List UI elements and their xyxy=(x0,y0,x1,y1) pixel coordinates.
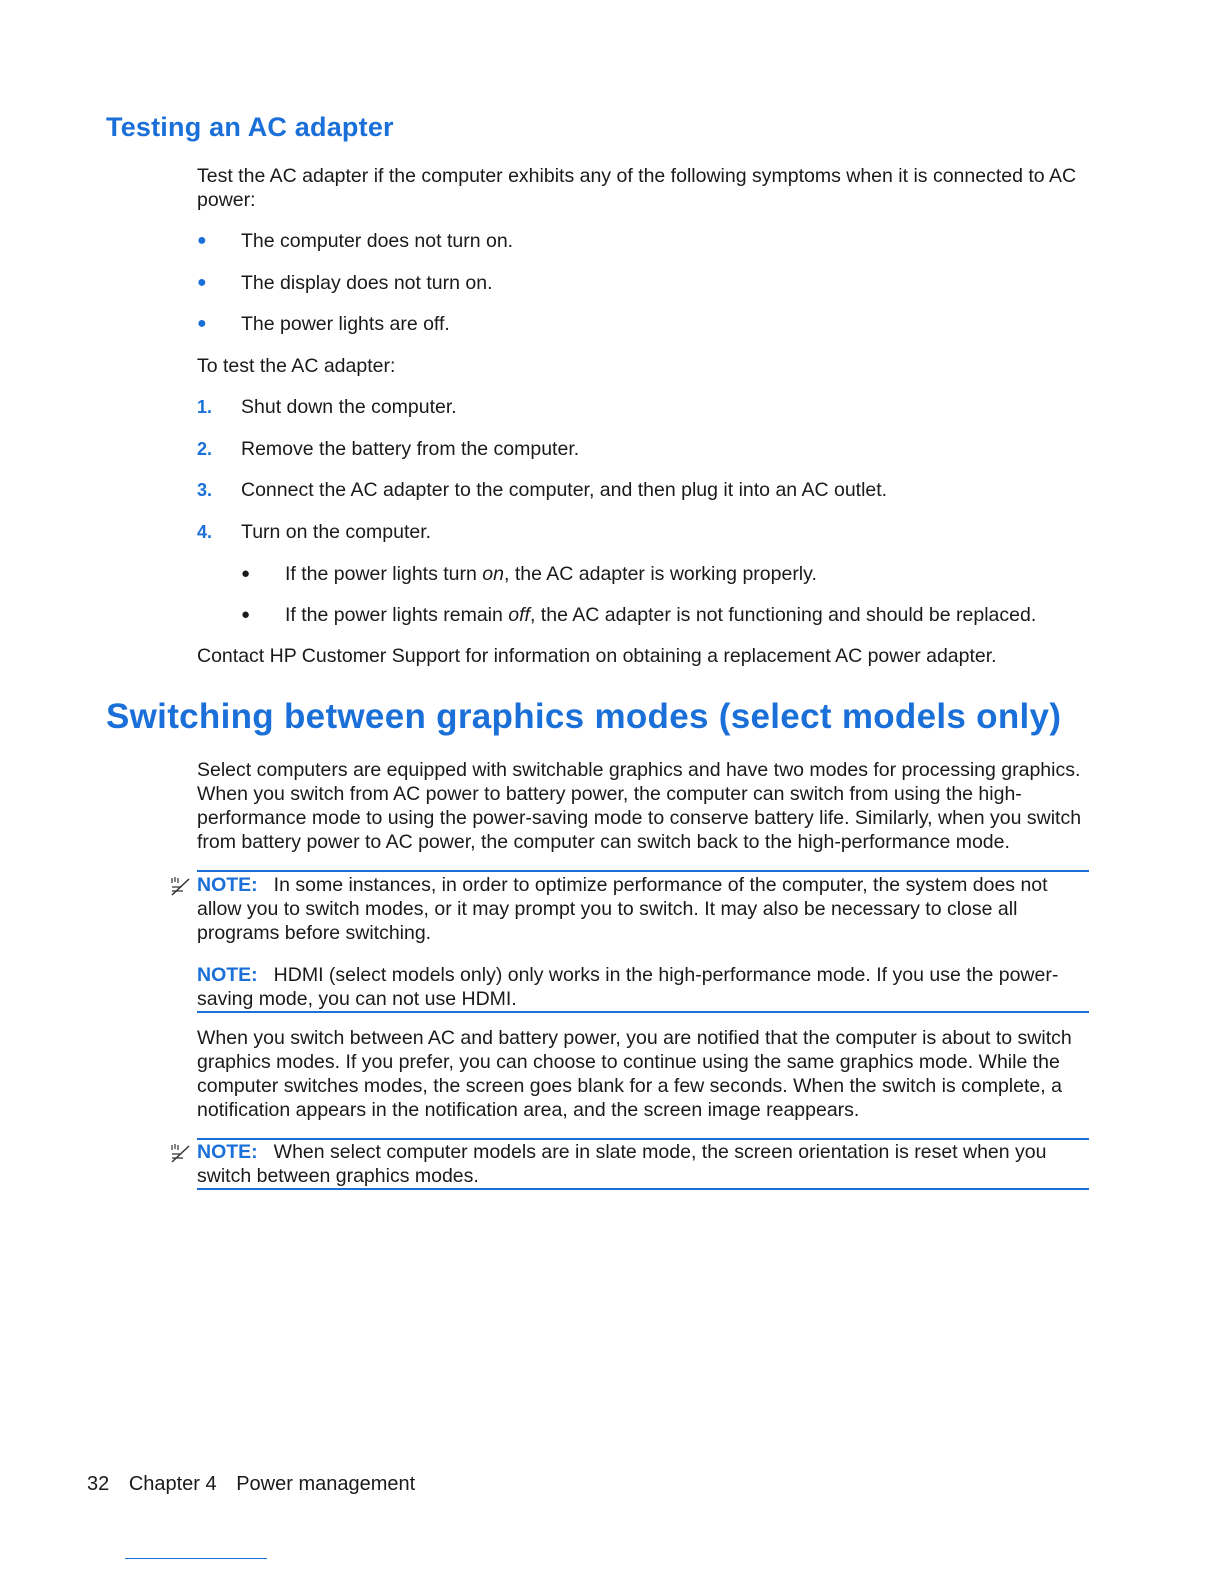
note-box xyxy=(197,870,1089,1013)
symptom-text: The computer does not turn on. xyxy=(241,230,514,252)
step-number: 1. xyxy=(197,397,213,417)
substep-text: If the power lights turn on, the AC adapter is working properly. xyxy=(285,563,817,585)
step-text: Turn on the computer. xyxy=(241,521,432,543)
footer-divider xyxy=(125,1558,267,1559)
step-text: Shut down the computer. xyxy=(241,396,457,418)
note-paragraph xyxy=(197,873,1089,945)
note-text: When select computer models are in slate mode, the screen orientation is reset when you switch between graphics modes. xyxy=(197,1141,1047,1187)
note-text: HDMI (select models only) only works in the high-performance mode. If you use the power-saving mode, you can not use HDMI. xyxy=(197,964,1059,1010)
contact-paragraph: Contact HP Customer Support for information on obtaining a replacement AC power adapter. xyxy=(197,645,997,667)
steps-intro: To test the AC adapter: xyxy=(197,355,396,377)
bullet-icon: ● xyxy=(241,606,251,623)
note-label: NOTE: xyxy=(197,964,258,986)
substep-text: If the power lights remain off, the AC adapter is not functioning and should be replaced. xyxy=(285,604,1037,626)
bullet-icon: ● xyxy=(197,315,207,332)
chapter-title: Power management xyxy=(236,1473,416,1495)
chapter-label: Chapter 4 xyxy=(128,1473,217,1495)
step-text: Remove the battery from the computer. xyxy=(241,438,580,460)
note-label: NOTE: xyxy=(197,1141,258,1163)
step-text: Connect the AC adapter to the computer, and then plug it into an AC outlet. xyxy=(241,479,888,501)
step-number: 2. xyxy=(197,439,213,459)
bullet-icon: ● xyxy=(197,274,207,291)
bullet-icon: ● xyxy=(241,565,251,582)
switch-paragraph: When you switch between AC and battery power, you are notified that the computer is about to switch graphics modes. If you prefer, you can choose to continue using the same graphics mode. While the computer switches modes, the screen goes blank for a few seconds. When the switch is complete, a notification appears in the notification area, and the screen image reappears. xyxy=(197,1027,1072,1121)
note-icon xyxy=(169,1140,195,1166)
step-number: 3. xyxy=(197,480,213,500)
symptom-text: The power lights are off. xyxy=(241,313,450,335)
page-number: 32 xyxy=(87,1473,110,1495)
note-box xyxy=(197,1138,1089,1190)
note-paragraph xyxy=(197,963,1089,1011)
note-text: In some instances, in order to optimize performance of the computer, the system does not allow you to switch modes, or it may prompt you to switch. It may also be necessary to close all programs before switching. xyxy=(197,874,1048,944)
page-footer xyxy=(87,1472,429,1496)
note-paragraph xyxy=(197,1140,1089,1188)
note-icon xyxy=(169,873,195,899)
section-heading-graphics-modes: Switching between graphics modes (select models only) xyxy=(106,697,1062,736)
section-heading-testing-ac-adapter: Testing an AC adapter xyxy=(106,112,394,142)
note-label: NOTE: xyxy=(197,874,258,896)
bullet-icon: ● xyxy=(197,232,207,249)
step-number: 4. xyxy=(197,522,213,542)
symptom-text: The display does not turn on. xyxy=(241,272,493,294)
graphics-paragraph: Select computers are equipped with switchable graphics and have two modes for processing graphics. When you switch from AC power to battery power, the computer can switch from using the high-performance mode to using the power-saving mode to conserve battery life. Similarly, when you switch from battery power to AC power, the computer can switch back to the high-performance mode. xyxy=(197,759,1082,853)
intro-paragraph: Test the AC adapter if the computer exhibits any of the following symptoms when it is connected to AC power: xyxy=(197,165,1077,211)
